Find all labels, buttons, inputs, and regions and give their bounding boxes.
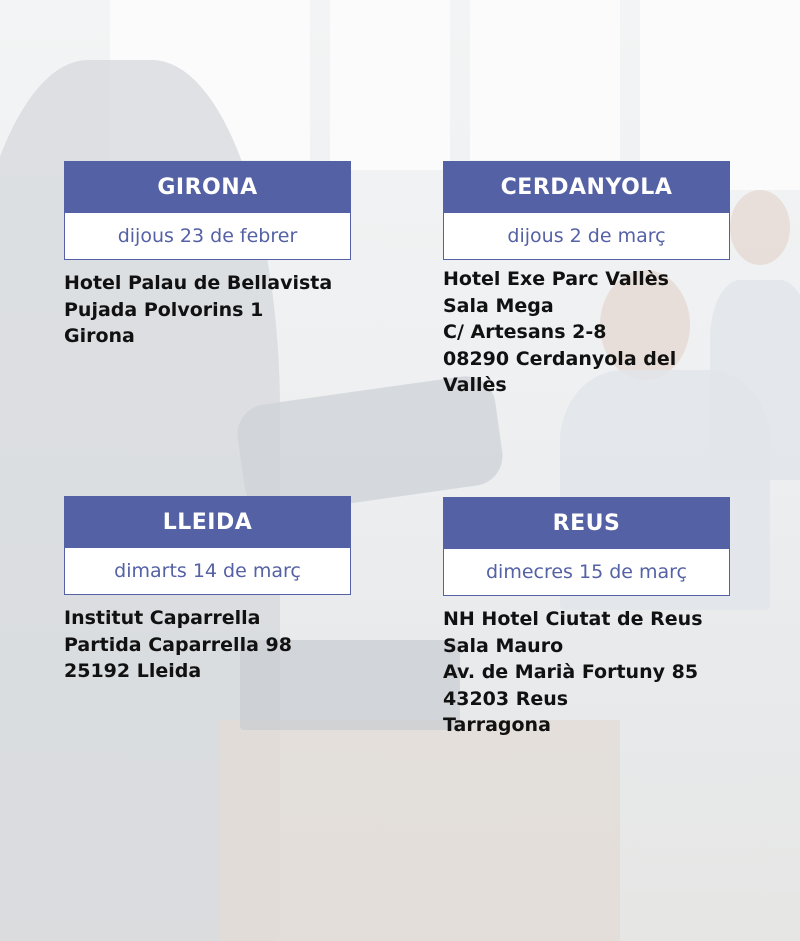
event-date: dimecres 15 de març xyxy=(443,549,730,596)
address-block xyxy=(443,266,730,399)
address-block xyxy=(64,605,351,685)
address-line: C/ Artesans 2-8 xyxy=(443,321,607,343)
address-line: Tarragona xyxy=(443,714,551,736)
address-line: Institut Caparrella xyxy=(64,607,261,629)
location-card-reus xyxy=(443,497,730,739)
address-line: Pujada Polvorins 1 xyxy=(64,298,264,321)
address-line: Av. de Marià Fortuny 85 xyxy=(443,661,699,683)
location-card-lleida xyxy=(64,496,351,685)
address-line: Vallès xyxy=(443,374,507,396)
event-date: dijous 2 de març xyxy=(443,213,730,260)
event-date: dijous 23 de febrer xyxy=(64,213,351,260)
address-line: Sala Mauro xyxy=(443,634,564,657)
event-date: dimarts 14 de març xyxy=(64,548,351,595)
address-line: 08290 Cerdanyola del xyxy=(443,347,677,370)
city-title: REUS xyxy=(443,497,730,549)
address-line: 43203 Reus xyxy=(443,687,569,710)
address-line: NH Hotel Ciutat de Reus xyxy=(443,608,703,630)
city-title: CERDANYOLA xyxy=(443,161,730,213)
address-line: Girona xyxy=(64,325,135,347)
address-line: 25192 Lleida xyxy=(64,660,202,682)
address-block xyxy=(443,606,730,739)
location-card-girona xyxy=(64,161,351,350)
address-line: Hotel Palau de Bellavista xyxy=(64,272,333,294)
address-block xyxy=(64,270,351,350)
address-line: Hotel Exe Parc Vallès xyxy=(443,268,669,290)
address-line: Partida Caparrella 98 xyxy=(64,633,292,656)
city-title: LLEIDA xyxy=(64,496,351,548)
location-card-cerdanyola xyxy=(443,161,730,399)
city-title: GIRONA xyxy=(64,161,351,213)
address-line: Sala Mega xyxy=(443,294,554,317)
